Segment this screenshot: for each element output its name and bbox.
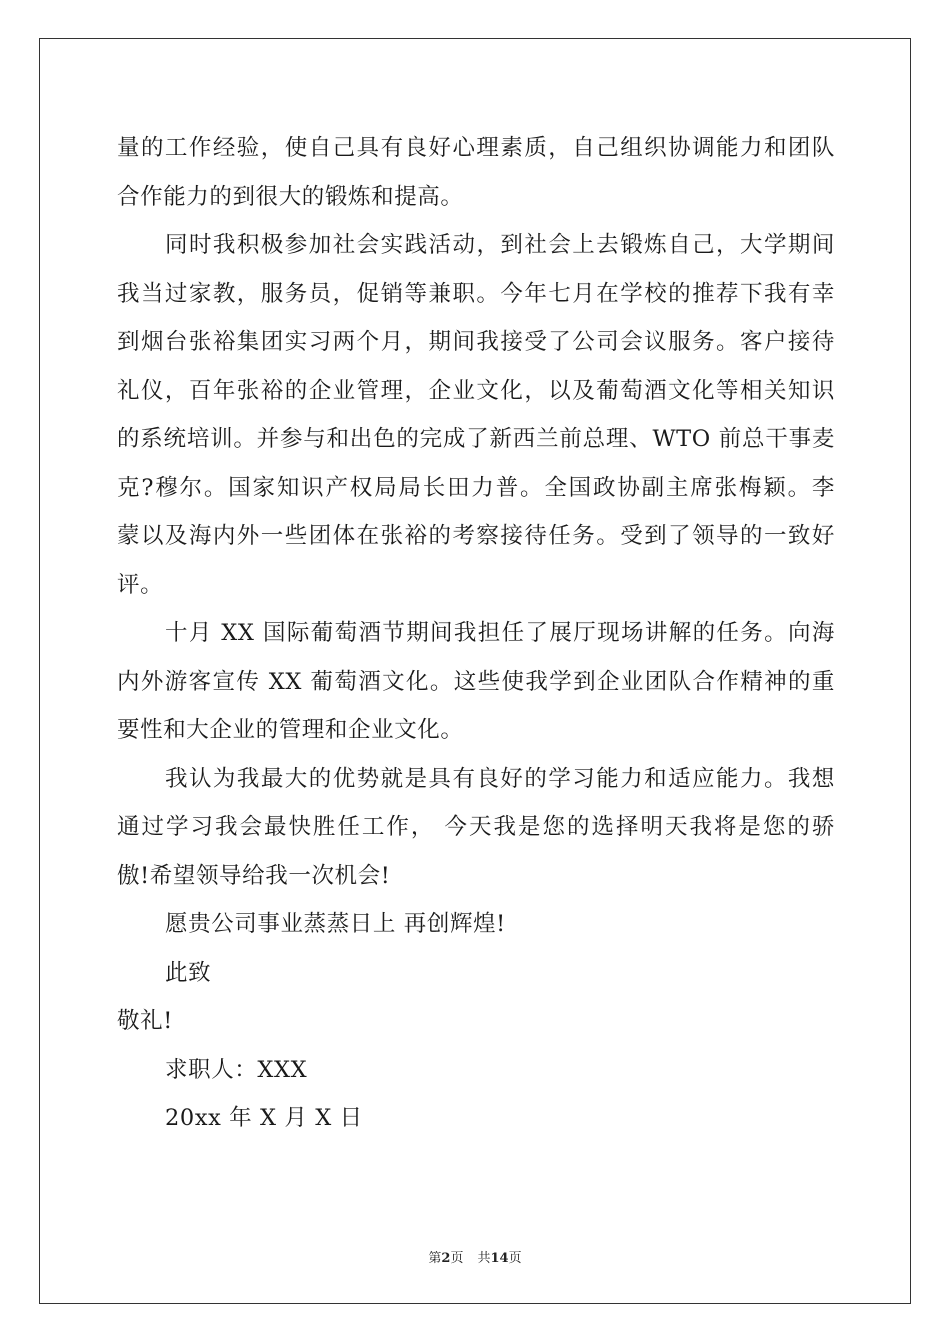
page-number: 2 [441,1251,451,1266]
text-line: 到烟台张裕集团实习两个月，期间我接受了公司会议服务。客户接待 [117,329,835,355]
regards-line: 敬礼! [117,1008,173,1034]
letter-body [117,124,835,1143]
salutation-line: 此致 [165,959,212,986]
text-line: 内外游客宣传 XX 葡萄酒文化。这些使我学到企业团队合作精神的重 [117,668,835,695]
total-prefix: 共 [477,1251,491,1266]
text-line: 我当过家教，服务员，促销等兼职。今年七月在学校的推荐下我有幸 [117,280,835,307]
total-unit: 页 [508,1251,522,1266]
text-line: 蒙以及海内外一些团体在张裕的考察接待任务。受到了领导的一致好 [117,523,835,549]
paragraph-start-line: 同时我积极参加社会实践活动，到社会上去锻炼自己，大学期间 [165,232,835,258]
text-line: 的系统培训。并参与和出色的完成了新西兰前总理、WTO 前总干事麦 [117,426,835,452]
text-line: 合作能力的到很大的锻炼和提高。 [117,183,464,210]
text-line: 评。 [117,571,164,598]
page-prefix: 第 [428,1251,442,1266]
paragraph-start-line: 我认为我最大的优势就是具有良好的学习能力和适应能力。我想 [165,765,835,792]
text-line: 克?穆尔。国家知识产权局局长田力普。全国政协副主席张梅颖。李 [117,474,835,501]
total-pages: 14 [490,1251,509,1266]
page-unit: 页 [450,1251,464,1266]
text-line: 要性和大企业的管理和企业文化。 [117,717,464,743]
text-line: 通过学习我会最快胜任工作， 今天我是您的选择明天我将是您的骄 [117,814,835,840]
paragraph-start-line: 十月 XX 国际葡萄酒节期间我担任了展厅现场讲解的任务。向海 [165,620,835,646]
closing-wish: 愿贵公司事业蒸蒸日上 再创辉煌! [165,911,506,937]
applicant-signature: 求职人：XXX [165,1056,308,1083]
text-line: 傲!希望领导给我一次机会! [117,862,391,889]
text-line: 量的工作经验，使自己具有良好心理素质，自己组织协调能力和团队 [117,135,835,161]
letter-date: 20xx 年 X 月 X 日 [165,1105,363,1131]
page-footer [0,1247,950,1266]
text-line: 礼仪，百年张裕的企业管理，企业文化，以及葡萄酒文化等相关知识 [117,377,835,404]
